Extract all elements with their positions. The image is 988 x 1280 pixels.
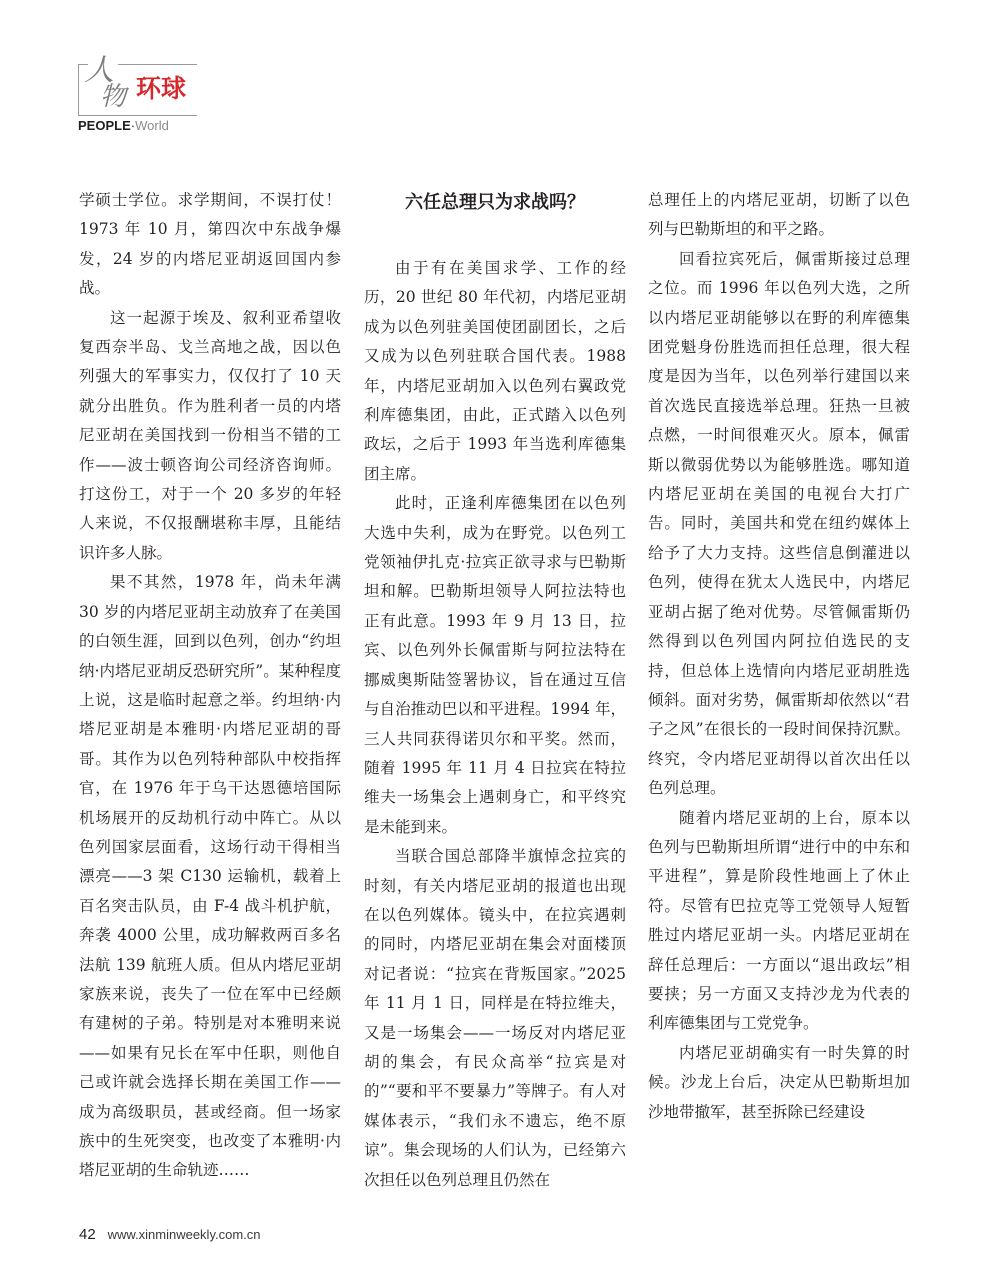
logo-brush-char: 物 xyxy=(100,82,127,112)
article-column-3 xyxy=(648,186,910,1127)
paragraph: 随着内塔尼亚胡的上台，原本以色列与巴勒斯坦所谓“进行中的中东和平进程”，算是阶段性地画上了休止符。尽管有巴拉克等工党领导人短暂胜过内塔尼亚胡一头。内塔尼亚胡在辞任总理后：一方面以“退出政坛”相要挟；另一方面又支持沙龙为代表的利库德集团与工党党争。 xyxy=(648,808,910,1033)
section-heading: 六任总理只为求战吗？ xyxy=(405,192,585,213)
website-url: www.xinminweekly.com.cn xyxy=(107,1227,261,1242)
section-title: 环球 xyxy=(136,74,187,103)
page-number: 42 xyxy=(79,1226,96,1243)
paragraph: 总理任上的内塔尼亚胡，切断了以色列与巴勒斯坦的和平之路。 xyxy=(648,191,910,239)
subtitle-world: World xyxy=(135,118,169,133)
page-footer xyxy=(79,1226,261,1243)
subtitle-separator: · xyxy=(130,118,136,133)
logo-brush-char: 人 xyxy=(84,53,114,88)
paragraph: 当联合国总部降半旗悼念拉宾的时刻，有关内塔尼亚胡的报道也出现在以色列媒体。镜头中，在拉宾遇刺的同时，内塔尼亚胡在集会对面楼顶对记者说：“拉宾在背叛国家。”2025 年 11 月 1 日，同样是在特拉维夫，又是一场集会——一场反对内塔尼亚胡的集会，有民众高举“拉宾是对的”“要和平不要暴力”等牌子。有人对媒体表示，“我们永不遗忘，绝不原谅”。集会现场的人们认为，已经第六次担任以色列总理且仍然在 xyxy=(364,847,626,1189)
paragraph: 果不其然，1978 年，尚未年满 30 岁的内塔尼亚胡主动放弃了在美国的白领生涯，回到以色列，创办“约坦纳·内塔尼亚胡反恐研究所”。某种程度上说，这是临时起意之举。约坦纳·内塔尼亚胡是本雅明·内塔尼亚胡的哥哥。其作为以色列特种部队中校指挥官，在 1976 年于乌干达恩德培国际机场展开的反劫机行动中阵亡。从以色列国家层面看，这场行动干得相当漂亮——3 架 C130 运输机，载着上百名突击队员，由 F-4 战斗机护航，奔袭 4000 公里，成功解救两百多名法航 139 航班人质。但从内塔尼亚胡家族来说，丧失了一位在军中已经颇有建树的子弟。特别是对本雅明来说——如果有兄长在军中任职，则他自己或许就会选择长期在美国工作——成为高级职员，甚或经商。但一场家族中的生死突变，也改变了本雅明·内塔尼亚胡的生命轨迹…… xyxy=(79,573,341,1180)
article-column-2 xyxy=(364,186,626,1195)
paragraph: 此时，正逢利库德集团在以色列大选中失利，成为在野党。以色列工党领袖伊扎克·拉宾正欲寻求与巴勒斯坦和解。巴勒斯坦领导人阿拉法特也正有此意。1993 年 9 月 13 日，拉宾、以色列外长佩雷斯与阿拉法特在挪威奥斯陆签署协议，旨在通过互信与自治推动巴以和平进程。1994 年，三人共同获得诺贝尔和平奖。然而，随着 1995 年 11 月 4 日拉宾在特拉维夫一场集会上遇刺身亡，和平终究是未能到来。 xyxy=(364,494,626,836)
paragraph: 学硕士学位。求学期间，不误打仗！1973 年 10 月，第四次中东战争爆发，24 岁的内塔尼亚胡返回国内参战。 xyxy=(79,191,341,298)
section-subtitle xyxy=(78,118,169,133)
paragraph: 回看拉宾死后，佩雷斯接过总理之位。而 1996 年以色列大选，之所以内塔尼亚胡能够以在野的利库德集团党魁身份胜选而担任总理，很大程度是因为当年，以色列举行建国以来首次选民直接选举总理。狂热一旦被点燃，一时间很难灭火。原本，佩雷斯以微弱优势以为能够胜选。哪知道内塔尼亚胡在美国的电视台大打广告。同时，美国共和党在纽约媒体上给予了大力支持。这些信息倒灌进以色列，使得在犹太人选民中，内塔尼亚胡占据了绝对优势。尽管佩雷斯仍然得到以色列国内阿拉伯选民的支持，但总体上选情向内塔尼亚胡胜选倾斜。面对劣势，佩雷斯却依然以“君子之风”在很长的一段时间保持沉默。终究，令内塔尼亚胡得以首次出任以色列总理。 xyxy=(648,249,910,798)
subtitle-people: PEOPLE xyxy=(78,118,131,133)
paragraph: 内塔尼亚胡确实有一时失算的时候。沙龙上台后，决定从巴勒斯坦加沙地带撤军，甚至拆除已经建设 xyxy=(648,1043,910,1121)
masthead-logo xyxy=(78,53,218,136)
article-column-1 xyxy=(79,186,341,1186)
paragraph: 由于有在美国求学、工作的经历，20 世纪 80 年代初，内塔尼亚胡成为以色列驻美国使团副团长，之后又成为以色列驻联合国代表。1988 年，内塔尼亚胡加入以色列右翼政党利库德集团，由此，正式踏入以色列政坛，之后于 1993 年当选利库德集团主席。 xyxy=(364,259,626,483)
paragraph: 这一起源于埃及、叙利亚希望收复西奈半岛、戈兰高地之战，因以色列强大的军事实力，仅仅打了 10 天就分出胜负。作为胜利者一员的内塔尼亚胡在美国找到一份相当不错的工作——波士顿咨询公司经济咨询师。打这份工，对于一个 20 多岁的年轻人来说，不仅报酬堪称丰厚，且能结识许多人脉。 xyxy=(79,308,341,562)
